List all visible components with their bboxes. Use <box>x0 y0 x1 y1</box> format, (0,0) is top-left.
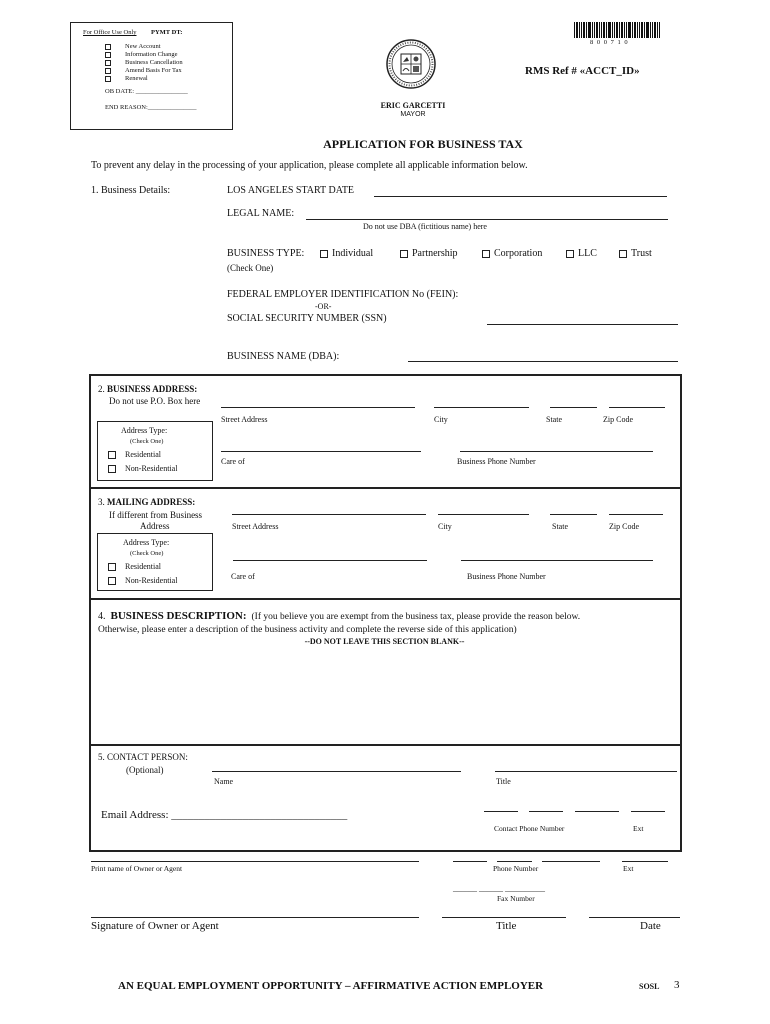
s2-check-one: (Check One) <box>130 438 164 445</box>
s3-phone-label: Business Phone Number <box>467 572 546 581</box>
s2-zip-label: Zip Code <box>603 415 633 424</box>
checkbox-icon[interactable] <box>482 250 490 258</box>
fein-ssn-field[interactable] <box>487 324 678 325</box>
sig-title-label: Title <box>496 920 517 932</box>
ssn-label: SOCIAL SECURITY NUMBER (SSN) <box>227 313 387 324</box>
ob-date-field[interactable]: OB DATE: ________________ <box>105 88 188 95</box>
mayor-name: ERIC GARCETTI <box>380 101 446 110</box>
la-start-field[interactable] <box>374 196 667 197</box>
s2-street-field[interactable] <box>221 407 415 408</box>
s4-warning: --DO NOT LEAVE THIS SECTION BLANK-- <box>304 637 465 646</box>
office-use-box <box>70 22 233 130</box>
s3-city-label: City <box>438 522 452 531</box>
phone-ext-field[interactable] <box>622 861 668 862</box>
signature-field[interactable] <box>91 917 419 918</box>
s2-city-field[interactable] <box>434 407 529 408</box>
s5-ext-field[interactable] <box>631 811 665 812</box>
divider-4-5 <box>89 744 680 746</box>
s5-phone-prefix-field[interactable] <box>529 811 563 812</box>
phone-prefix-field[interactable] <box>497 861 532 862</box>
office-options <box>105 43 183 83</box>
s2-zip-field[interactable] <box>609 407 665 408</box>
s3-non-residential[interactable]: Non-Residential <box>108 576 177 585</box>
s1-label: 1. Business Details: <box>91 185 171 196</box>
s2-care-of-label: Care of <box>221 457 245 466</box>
s4-description-area[interactable] <box>95 652 675 744</box>
s5-phone-label: Contact Phone Number <box>494 824 565 833</box>
s5-email-field[interactable]: Email Address: ________________________________ <box>101 809 348 821</box>
s2-address-type-label: Address Type: <box>121 426 168 435</box>
intro-text: To prevent any delay in the processing of your application, please complete all applicable information below. <box>91 160 528 171</box>
phone-label: Phone Number <box>493 864 539 873</box>
office-option[interactable]: Business Cancellation <box>105 59 183 67</box>
office-use-title: For Office Use Only <box>83 29 137 36</box>
s2-heading: 2. BUSINESS ADDRESS: <box>98 384 198 394</box>
s3-residential[interactable]: Residential <box>108 562 161 571</box>
dba-field[interactable] <box>408 361 678 362</box>
s3-street-label: Street Address <box>232 522 279 531</box>
sig-date-field[interactable] <box>589 917 680 918</box>
s3-subtext-1: If different from Business <box>109 510 203 520</box>
barcode <box>574 22 660 38</box>
legal-name-label: LEGAL NAME: <box>227 208 295 219</box>
legal-name-field[interactable] <box>306 219 668 220</box>
office-option[interactable]: New Account <box>105 43 183 51</box>
dba-label: BUSINESS NAME (DBA): <box>227 351 340 362</box>
checkbox-icon[interactable] <box>108 577 116 585</box>
check-one-note: (Check One) <box>227 263 274 273</box>
eeo-statement: AN EQUAL EMPLOYMENT OPPORTUNITY – AFFIRMATIVE ACTION EMPLOYER <box>118 980 544 992</box>
s5-name-field[interactable] <box>212 771 461 772</box>
s3-subtext-2: Address <box>140 521 170 531</box>
s3-state-field[interactable] <box>550 514 597 515</box>
s4-heading: 4. BUSINESS DESCRIPTION: (If you believe you are exempt from the business tax, please provide the reason below. <box>98 610 581 622</box>
s3-zip-label: Zip Code <box>609 522 639 531</box>
office-option[interactable]: Information Change <box>105 51 183 59</box>
s2-care-of-field[interactable] <box>221 451 421 452</box>
divider-3-4 <box>89 598 680 600</box>
fein-label: FEDERAL EMPLOYER IDENTIFICATION No (FEIN): <box>227 289 459 300</box>
s3-address-type-label: Address Type: <box>123 538 170 547</box>
office-option[interactable]: Amend Basis For Tax <box>105 67 183 75</box>
s2-street-label: Street Address <box>221 415 268 424</box>
fax-field[interactable]: ______ ______ __________ <box>453 884 545 893</box>
s3-city-field[interactable] <box>438 514 529 515</box>
s3-street-field[interactable] <box>232 514 426 515</box>
la-start-label: LOS ANGELES START DATE <box>227 185 355 196</box>
sig-title-field[interactable] <box>442 917 566 918</box>
city-seal-icon <box>385 38 437 90</box>
type-partnership[interactable]: Partnership <box>400 248 458 259</box>
s3-care-of-field[interactable] <box>233 560 427 561</box>
s3-care-of-label: Care of <box>231 572 255 581</box>
checkbox-icon[interactable] <box>619 250 627 258</box>
s2-phone-label: Business Phone Number <box>457 457 536 466</box>
s5-name-label: Name <box>214 777 234 786</box>
pymt-dt-label: PYMT DT: <box>151 29 183 36</box>
end-reason-field[interactable]: END REASON:_______________ <box>105 104 197 111</box>
business-type-label: BUSINESS TYPE: <box>227 248 305 259</box>
signature-label: Signature of Owner or Agent <box>91 920 219 932</box>
rms-ref: RMS Ref # «ACCT_ID» <box>525 65 640 77</box>
ext-label: Ext <box>623 864 634 873</box>
s2-subtext: Do not use P.O. Box here <box>109 396 201 406</box>
page-number: 3 <box>674 979 680 991</box>
s5-label: 5. CONTACT PERSON: <box>98 752 188 762</box>
checkbox-icon[interactable] <box>400 250 408 258</box>
phone-line-field[interactable] <box>542 861 600 862</box>
checkbox-icon[interactable] <box>108 563 116 571</box>
checkbox-icon[interactable] <box>566 250 574 258</box>
s3-zip-field[interactable] <box>609 514 663 515</box>
page-title: APPLICATION FOR BUSINESS TAX <box>323 137 523 151</box>
print-name-field[interactable] <box>91 861 419 862</box>
type-trust[interactable]: Trust <box>619 248 652 259</box>
s5-phone-line-field[interactable] <box>575 811 619 812</box>
type-individual[interactable]: Individual <box>320 248 373 259</box>
s5-title-field[interactable] <box>495 771 677 772</box>
form-code: SOSL <box>639 982 660 991</box>
s2-state-field[interactable] <box>550 407 597 408</box>
print-name-label: Print name of Owner or Agent <box>91 864 183 873</box>
checkbox-icon[interactable] <box>108 451 116 459</box>
or-label: -OR- <box>315 302 332 311</box>
fax-label: Fax Number <box>497 894 535 903</box>
office-option[interactable]: Renewal <box>105 75 183 83</box>
barcode-digits: 8 0 0 7 1 0 <box>590 39 629 46</box>
s5-ext-label: Ext <box>633 824 644 833</box>
s5-title-label: Title <box>496 777 511 786</box>
checkbox-icon[interactable] <box>108 465 116 473</box>
s5-phone-area-field[interactable] <box>484 811 518 812</box>
checkbox-icon[interactable] <box>320 250 328 258</box>
s2-non-residential[interactable]: Non-Residential <box>108 464 177 473</box>
type-corporation[interactable]: Corporation <box>482 248 542 259</box>
s2-city-label: City <box>434 415 448 424</box>
divider-2-3 <box>89 487 680 489</box>
s4-text-2: Otherwise, please enter a description of the business activity and complete the reverse side of this application) <box>98 625 517 635</box>
s5-optional: (Optional) <box>126 765 164 775</box>
mayor-title: MAYOR <box>400 111 426 118</box>
sig-date-label: Date <box>640 920 661 932</box>
s3-check-one: (Check One) <box>130 550 164 557</box>
phone-area-field[interactable] <box>453 861 487 862</box>
s3-state-label: State <box>552 522 568 531</box>
no-dba-note: Do not use DBA (fictitious name) here <box>363 222 487 231</box>
s3-heading: 3. MAILING ADDRESS: <box>98 497 196 507</box>
s2-phone-field[interactable] <box>460 451 653 452</box>
s2-residential[interactable]: Residential <box>108 450 161 459</box>
s2-state-label: State <box>546 415 562 424</box>
s3-phone-field[interactable] <box>461 560 653 561</box>
type-llc[interactable]: LLC <box>566 248 597 259</box>
